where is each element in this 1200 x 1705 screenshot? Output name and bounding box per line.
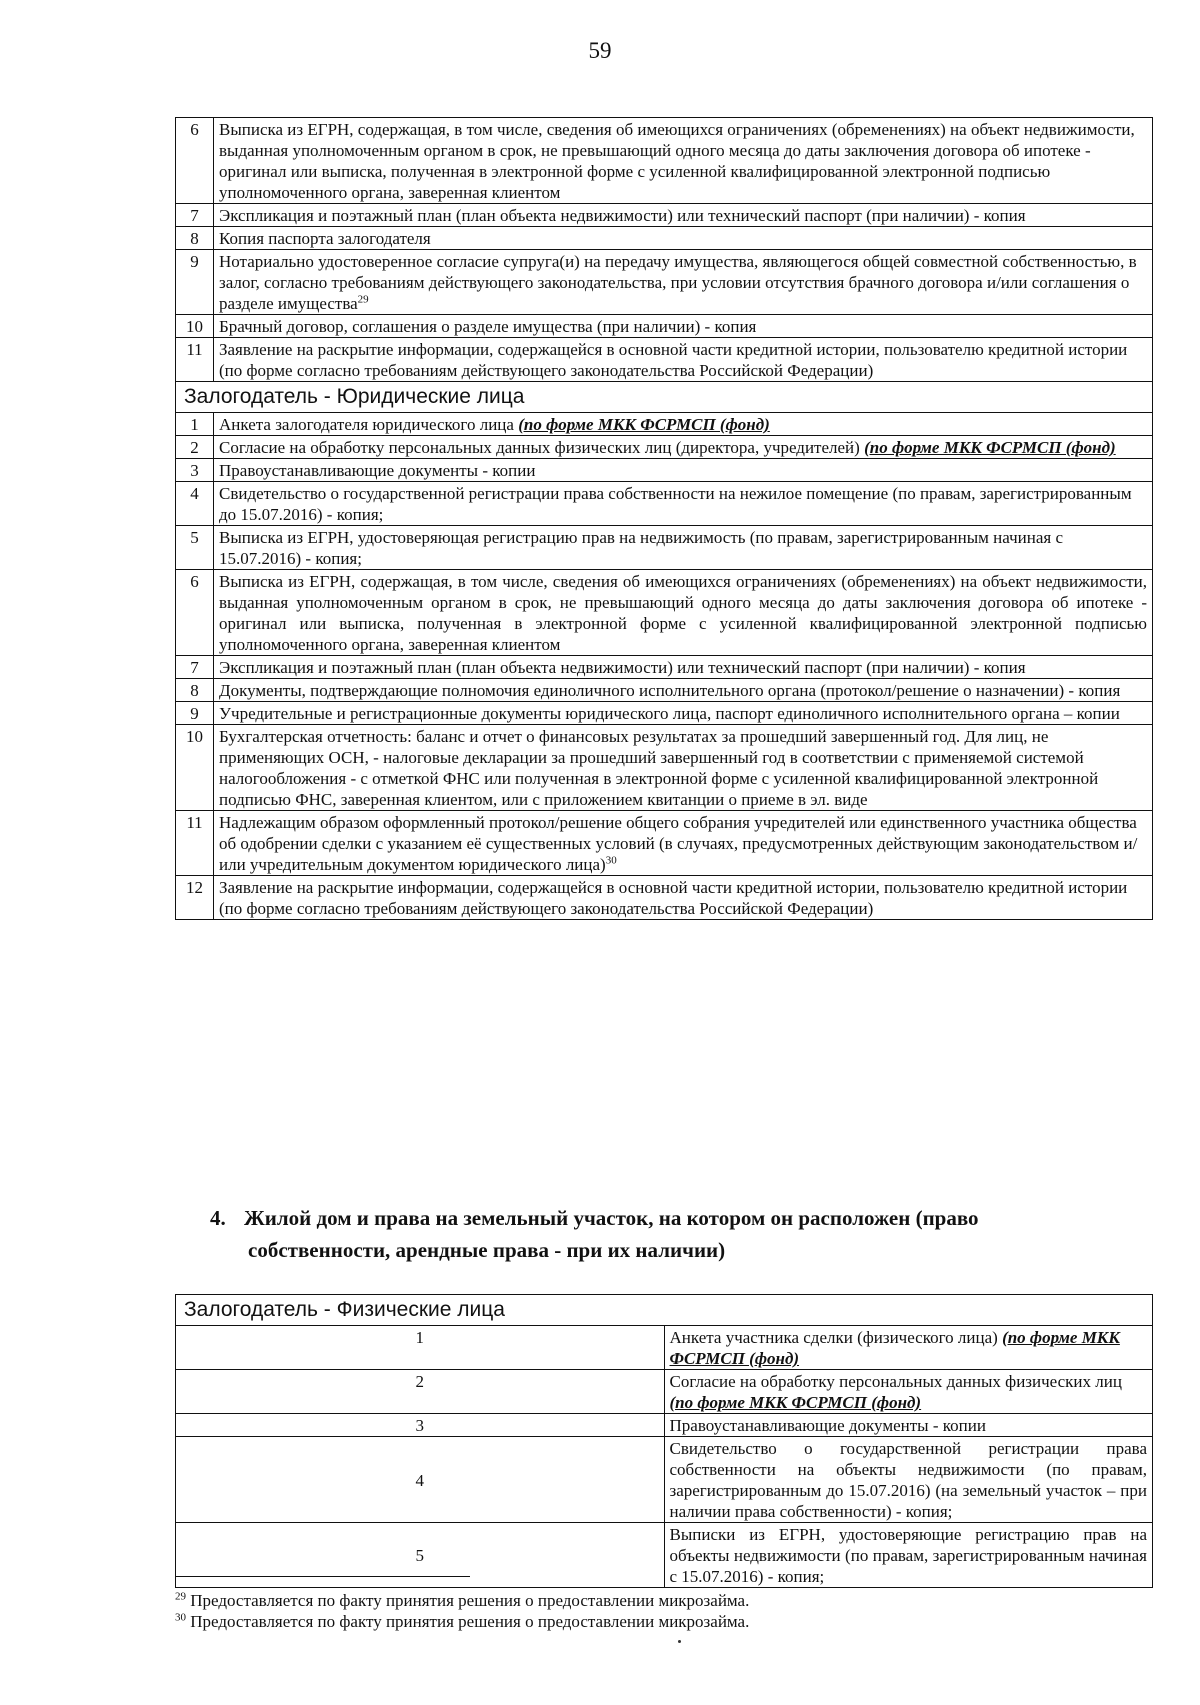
- table-row: [176, 876, 1153, 920]
- table-row: [176, 526, 1153, 570]
- row-text: Брачный договор, соглашения о разделе имущества (при наличии) - копия: [214, 315, 1153, 338]
- table-row: [176, 338, 1153, 382]
- row-text-body: Согласие на обработку персональных данных физических лиц (директора, учредителей): [219, 438, 860, 457]
- row-text: Свидетельство о государственной регистрации права собственности на объекты недвижимости (по правам, зарегистрированным до 15.07.2016) (на земельный участок – при наличии права собственности) - копия;: [664, 1437, 1153, 1523]
- table-row: [176, 227, 1153, 250]
- table-row: [176, 811, 1153, 876]
- row-text: Заявление на раскрытие информации, содержащейся в основной части кредитной истории, пользователю кредитной истории (по форме согласно требованиям действующего законодательства Российской Федерации): [214, 876, 1153, 920]
- page-number: 59: [588, 38, 612, 63]
- row-text: Выписка из ЕГРН, удостоверяющая регистрацию прав на недвижимость (по правам, зарегистрированным начиная с 15.07.2016) - копия;: [214, 526, 1153, 570]
- row-number: 9: [176, 702, 214, 725]
- row-text: Правоустанавливающие документы - копии: [664, 1414, 1153, 1437]
- row-number: 6: [176, 118, 214, 204]
- footnote-text: Предоставляется по факту принятия решения о предоставлении микрозайма.: [190, 1612, 750, 1631]
- table-row: [176, 204, 1153, 227]
- section-4-heading: [210, 1202, 1090, 1266]
- row-text: Свидетельство о государственной регистрации права собственности на нежилое помещение (по правам, зарегистрированным до 15.07.2016) - копия;: [214, 482, 1153, 526]
- form-note: (по форме МКК ФСРМСП (фонд): [669, 1328, 1120, 1368]
- row-text: [214, 413, 1153, 436]
- table-row: [176, 725, 1153, 811]
- section-4-title-line1: Жилой дом и права на земельный участок, на котором он расположен (право: [244, 1206, 979, 1230]
- row-number: 9: [176, 250, 214, 315]
- table-row: [176, 315, 1153, 338]
- footnote-ref: 30: [605, 854, 617, 867]
- row-number: 8: [176, 679, 214, 702]
- row-number: 2: [176, 436, 214, 459]
- section-header-legal: Залогодатель - Юридические лица: [176, 382, 1153, 413]
- footnote-separator: [175, 1576, 470, 1577]
- row-text: Заявление на раскрытие информации, содержащейся в основной части кредитной истории, пользователю кредитной истории (по форме согласно требованиям действующего законодательства Российской Федерации): [214, 338, 1153, 382]
- footnote-ref: 29: [357, 293, 369, 306]
- table-row: [176, 482, 1153, 526]
- row-text: Экспликация и поэтажный план (план объекта недвижимости) или технический паспорт (при наличии) - копия: [214, 204, 1153, 227]
- row-text: Учредительные и регистрационные документы юридического лица, паспорт единоличного исполнительного органа – копии: [214, 702, 1153, 725]
- row-text: Правоустанавливающие документы - копии: [214, 459, 1153, 482]
- section-4-number: 4.: [210, 1206, 226, 1230]
- form-note: (по форме МКК ФСРМСП (фонд): [669, 1393, 922, 1412]
- row-number: 7: [176, 656, 214, 679]
- table-row: [176, 679, 1153, 702]
- table-row: [176, 118, 1153, 204]
- footnote-text: Предоставляется по факту принятия решения о предоставлении микрозайма.: [190, 1591, 750, 1610]
- footnote-mark: 29: [175, 1590, 186, 1603]
- scan-artifact-dot: [678, 1640, 681, 1643]
- row-text: [214, 436, 1153, 459]
- row-number: 4: [176, 1437, 665, 1523]
- section-row: [176, 1295, 1153, 1326]
- row-text-body: Надлежащим образом оформленный протокол/решение общего собрания учредителей или единственного участника общества об одобрении сделки с указанием её существенных условий (в случаях, предусмотренных действующим законодательством и/или учредительным документом юридического лица): [219, 813, 1138, 874]
- footnotes: [175, 1590, 1075, 1632]
- row-number: 4: [176, 482, 214, 526]
- requirements-table-bottom: [175, 1294, 1153, 1588]
- row-text: [664, 1370, 1153, 1414]
- form-note: (по форме МКК ФСРМСП (фонд): [864, 438, 1116, 457]
- table-row: [176, 436, 1153, 459]
- footnote: [175, 1611, 1075, 1632]
- table-row: [176, 413, 1153, 436]
- form-note: (по форме МКК ФСРМСП (фонд): [518, 415, 770, 434]
- row-number: 10: [176, 725, 214, 811]
- section-header-individuals: Залогодатель - Физические лица: [176, 1295, 1153, 1326]
- row-number: 11: [176, 338, 214, 382]
- row-number: 3: [176, 1414, 665, 1437]
- table-row: [176, 1370, 1153, 1414]
- row-number: 1: [176, 413, 214, 436]
- row-text: Документы, подтверждающие полномочия единоличного исполнительного органа (протокол/решение о назначении) - копия: [214, 679, 1153, 702]
- row-number: 2: [176, 1370, 665, 1414]
- row-text: Выписка из ЕГРН, содержащая, в том числе, сведения об имеющихся ограничениях (обременениях) на объект недвижимости, выданная уполномоченным органом в срок, не превышающий одного месяца до даты заключения договора об ипотеке - оригинал или выписка, полученная в электронной форме с усиленной квалифицированной электронной подписью уполномоченного органа, заверенная клиентом: [214, 118, 1153, 204]
- row-number: 5: [176, 526, 214, 570]
- row-number: 11: [176, 811, 214, 876]
- row-number: 8: [176, 227, 214, 250]
- row-number: 7: [176, 204, 214, 227]
- row-number: 6: [176, 570, 214, 656]
- table-row: [176, 459, 1153, 482]
- table-row: [176, 1326, 1153, 1370]
- row-text: [664, 1326, 1153, 1370]
- row-number: 10: [176, 315, 214, 338]
- row-text: Выписка из ЕГРН, содержащая, в том числе, сведения об имеющихся ограничениях (обременениях) на объект недвижимости, выданная уполномоченным органом в срок, не превышающий одного месяца до даты заключения договора об ипотеке - оригинал или выписка, полученная в электронной форме с усиленной квалифицированной электронной подписью уполномоченного органа, заверенная клиентом: [214, 570, 1153, 656]
- table-row: [176, 656, 1153, 679]
- row-text-body: Анкета залогодателя юридического лица: [219, 415, 514, 434]
- row-text: Выписки из ЕГРН, удостоверяющие регистрацию прав на объекты недвижимости (по правам, зарегистрированным начиная с 15.07.2016) - копия;: [664, 1523, 1153, 1588]
- row-number: 3: [176, 459, 214, 482]
- row-text-body: Анкета участника сделки (физического лица): [669, 1328, 998, 1347]
- row-text-body: Нотариально удостоверенное согласие супруга(и) на передачу имущества, являющегося общей совместной собственностью, в залог, согласно требованиям действующего законодательства, при условии отсутствия брачного договора и/или соглашения о разделе имущества: [219, 252, 1137, 313]
- table-row: [176, 570, 1153, 656]
- row-number: 5: [176, 1523, 665, 1588]
- row-text: Копия паспорта залогодателя: [214, 227, 1153, 250]
- table-row: [176, 250, 1153, 315]
- row-text-body: Согласие на обработку персональных данных физических лиц: [669, 1372, 1122, 1391]
- table-row: [176, 702, 1153, 725]
- row-text: [214, 811, 1153, 876]
- footnote-mark: 30: [175, 1611, 186, 1624]
- section-4-title-line2: собственности, арендные права - при их наличии): [248, 1238, 726, 1262]
- row-text: Бухгалтерская отчетность: баланс и отчет о финансовых результатах за прошедший завершенный год. Для лиц, не применяющих ОСН, - налоговые декларации за прошедший завершенный год в соответствии с применяемой системой налогообложения - с отметкой ФНС или полученная в электронной форме с усиленной квалифицированной электронной подписью ФНС, заверенная клиентом, или с приложением квитанции о приеме в эл. виде: [214, 725, 1153, 811]
- table-row: [176, 1523, 1153, 1588]
- row-number: 1: [176, 1326, 665, 1370]
- table-row: [176, 1414, 1153, 1437]
- row-text: [214, 250, 1153, 315]
- footnote: [175, 1590, 1075, 1611]
- table-row: [176, 1437, 1153, 1523]
- requirements-table-top: [175, 117, 1153, 920]
- row-number: 12: [176, 876, 214, 920]
- row-text: Экспликация и поэтажный план (план объекта недвижимости) или технический паспорт (при наличии) - копия: [214, 656, 1153, 679]
- section-row: [176, 382, 1153, 413]
